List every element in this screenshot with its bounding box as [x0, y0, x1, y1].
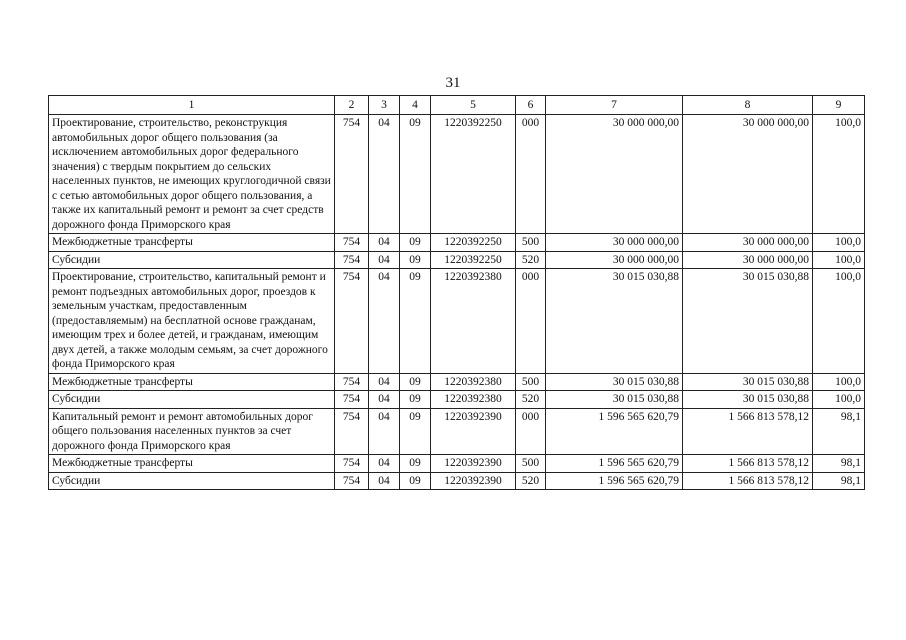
executed-amount-cell: 30 000 000,00 — [683, 234, 813, 252]
target-article-cell: 1220392380 — [431, 373, 516, 391]
admin-code-cell: 754 — [335, 455, 369, 473]
section-cell: 04 — [369, 373, 400, 391]
percent-cell: 100,0 — [813, 115, 865, 234]
row-name-cell: Субсидии — [49, 251, 335, 269]
admin-code-cell: 754 — [335, 115, 369, 234]
admin-code-cell: 754 — [335, 391, 369, 409]
target-article-cell: 1220392250 — [431, 115, 516, 234]
page-number: 31 — [445, 75, 461, 91]
subsection-cell: 09 — [400, 373, 431, 391]
section-cell: 04 — [369, 408, 400, 455]
planned-amount-cell: 1 596 565 620,79 — [546, 472, 683, 490]
planned-amount-cell: 30 015 030,88 — [546, 269, 683, 374]
planned-amount-cell: 1 596 565 620,79 — [546, 408, 683, 455]
admin-code-cell: 754 — [335, 472, 369, 490]
row-name-cell: Капитальный ремонт и ремонт автомобильных дорог общего пользования населенных пунктов за счет дорожного фонда Приморского края — [49, 408, 335, 455]
header-cell: 6 — [516, 96, 546, 115]
section-cell: 04 — [369, 269, 400, 374]
header-cell: 9 — [813, 96, 865, 115]
executed-amount-cell: 30 015 030,88 — [683, 373, 813, 391]
header-row — [49, 96, 865, 115]
subsection-cell: 09 — [400, 234, 431, 252]
executed-amount-cell: 30 000 000,00 — [683, 251, 813, 269]
admin-code-cell: 754 — [335, 234, 369, 252]
subsection-cell: 09 — [400, 251, 431, 269]
expense-type-cell: 500 — [516, 373, 546, 391]
expense-type-cell: 520 — [516, 472, 546, 490]
row-name-cell: Субсидии — [49, 472, 335, 490]
expense-type-cell: 520 — [516, 391, 546, 409]
planned-amount-cell: 30 000 000,00 — [546, 251, 683, 269]
admin-code-cell: 754 — [335, 269, 369, 374]
percent-cell: 100,0 — [813, 391, 865, 409]
row-name-cell: Субсидии — [49, 391, 335, 409]
header-cell: 4 — [400, 96, 431, 115]
budget-table — [48, 95, 865, 490]
expense-type-cell: 500 — [516, 455, 546, 473]
percent-cell: 98,1 — [813, 472, 865, 490]
table-row — [49, 115, 865, 234]
section-cell: 04 — [369, 251, 400, 269]
header-cell: 3 — [369, 96, 400, 115]
percent-cell: 98,1 — [813, 455, 865, 473]
section-cell: 04 — [369, 234, 400, 252]
planned-amount-cell: 30 000 000,00 — [546, 115, 683, 234]
percent-cell: 100,0 — [813, 373, 865, 391]
planned-amount-cell: 30 015 030,88 — [546, 391, 683, 409]
table-row — [49, 269, 865, 374]
section-cell: 04 — [369, 472, 400, 490]
target-article-cell: 1220392390 — [431, 472, 516, 490]
executed-amount-cell: 1 566 813 578,12 — [683, 408, 813, 455]
admin-code-cell: 754 — [335, 373, 369, 391]
admin-code-cell: 754 — [335, 251, 369, 269]
target-article-cell: 1220392380 — [431, 391, 516, 409]
row-name-cell: Межбюджетные трансферты — [49, 234, 335, 252]
expense-type-cell: 500 — [516, 234, 546, 252]
target-article-cell: 1220392390 — [431, 408, 516, 455]
header-cell: 1 — [49, 96, 335, 115]
subsection-cell: 09 — [400, 115, 431, 234]
row-name-cell: Проектирование, строительство, капитальный ремонт и ремонт подъездных автомобильных дорог, проездов к земельным участкам, предоставленным (предоставляемым) на бесплатной основе гражданам, имеющим трех и более детей, и гражданам, имеющим двух детей, а также молодым семьям, за счет дорожного фонда Приморского края — [49, 269, 335, 374]
table-row — [49, 234, 865, 252]
expense-type-cell: 000 — [516, 408, 546, 455]
expense-type-cell: 520 — [516, 251, 546, 269]
target-article-cell: 1220392390 — [431, 455, 516, 473]
section-cell: 04 — [369, 455, 400, 473]
percent-cell: 100,0 — [813, 234, 865, 252]
table-row — [49, 251, 865, 269]
row-name-cell: Межбюджетные трансферты — [49, 455, 335, 473]
expense-type-cell: 000 — [516, 115, 546, 234]
subsection-cell: 09 — [400, 455, 431, 473]
planned-amount-cell: 1 596 565 620,79 — [546, 455, 683, 473]
subsection-cell: 09 — [400, 408, 431, 455]
target-article-cell: 1220392250 — [431, 251, 516, 269]
executed-amount-cell: 30 000 000,00 — [683, 115, 813, 234]
header-cell: 5 — [431, 96, 516, 115]
expense-type-cell: 000 — [516, 269, 546, 374]
target-article-cell: 1220392250 — [431, 234, 516, 252]
subsection-cell: 09 — [400, 391, 431, 409]
table-row — [49, 373, 865, 391]
table-row — [49, 408, 865, 455]
row-name-cell: Проектирование, строительство, реконструкция автомобильных дорог общего пользования (за исключением автомобильных дорог федерального значения) с твердым покрытием до сельских населенных пунктов, не имеющих круглогодичной связи с сетью автомобильных дорог общего пользования, а также их капитальный ремонт и ремонт за счет средств дорожного фонда Приморского края — [49, 115, 335, 234]
percent-cell: 98,1 — [813, 408, 865, 455]
executed-amount-cell: 30 015 030,88 — [683, 391, 813, 409]
subsection-cell: 09 — [400, 269, 431, 374]
percent-cell: 100,0 — [813, 251, 865, 269]
section-cell: 04 — [369, 115, 400, 234]
table-row — [49, 391, 865, 409]
executed-amount-cell: 30 015 030,88 — [683, 269, 813, 374]
table-row — [49, 472, 865, 490]
row-name-cell: Межбюджетные трансферты — [49, 373, 335, 391]
planned-amount-cell: 30 000 000,00 — [546, 234, 683, 252]
percent-cell: 100,0 — [813, 269, 865, 374]
header-cell: 2 — [335, 96, 369, 115]
admin-code-cell: 754 — [335, 408, 369, 455]
header-cell: 8 — [683, 96, 813, 115]
section-cell: 04 — [369, 391, 400, 409]
executed-amount-cell: 1 566 813 578,12 — [683, 455, 813, 473]
executed-amount-cell: 1 566 813 578,12 — [683, 472, 813, 490]
table-row — [49, 455, 865, 473]
planned-amount-cell: 30 015 030,88 — [546, 373, 683, 391]
header-cell: 7 — [546, 96, 683, 115]
subsection-cell: 09 — [400, 472, 431, 490]
target-article-cell: 1220392380 — [431, 269, 516, 374]
